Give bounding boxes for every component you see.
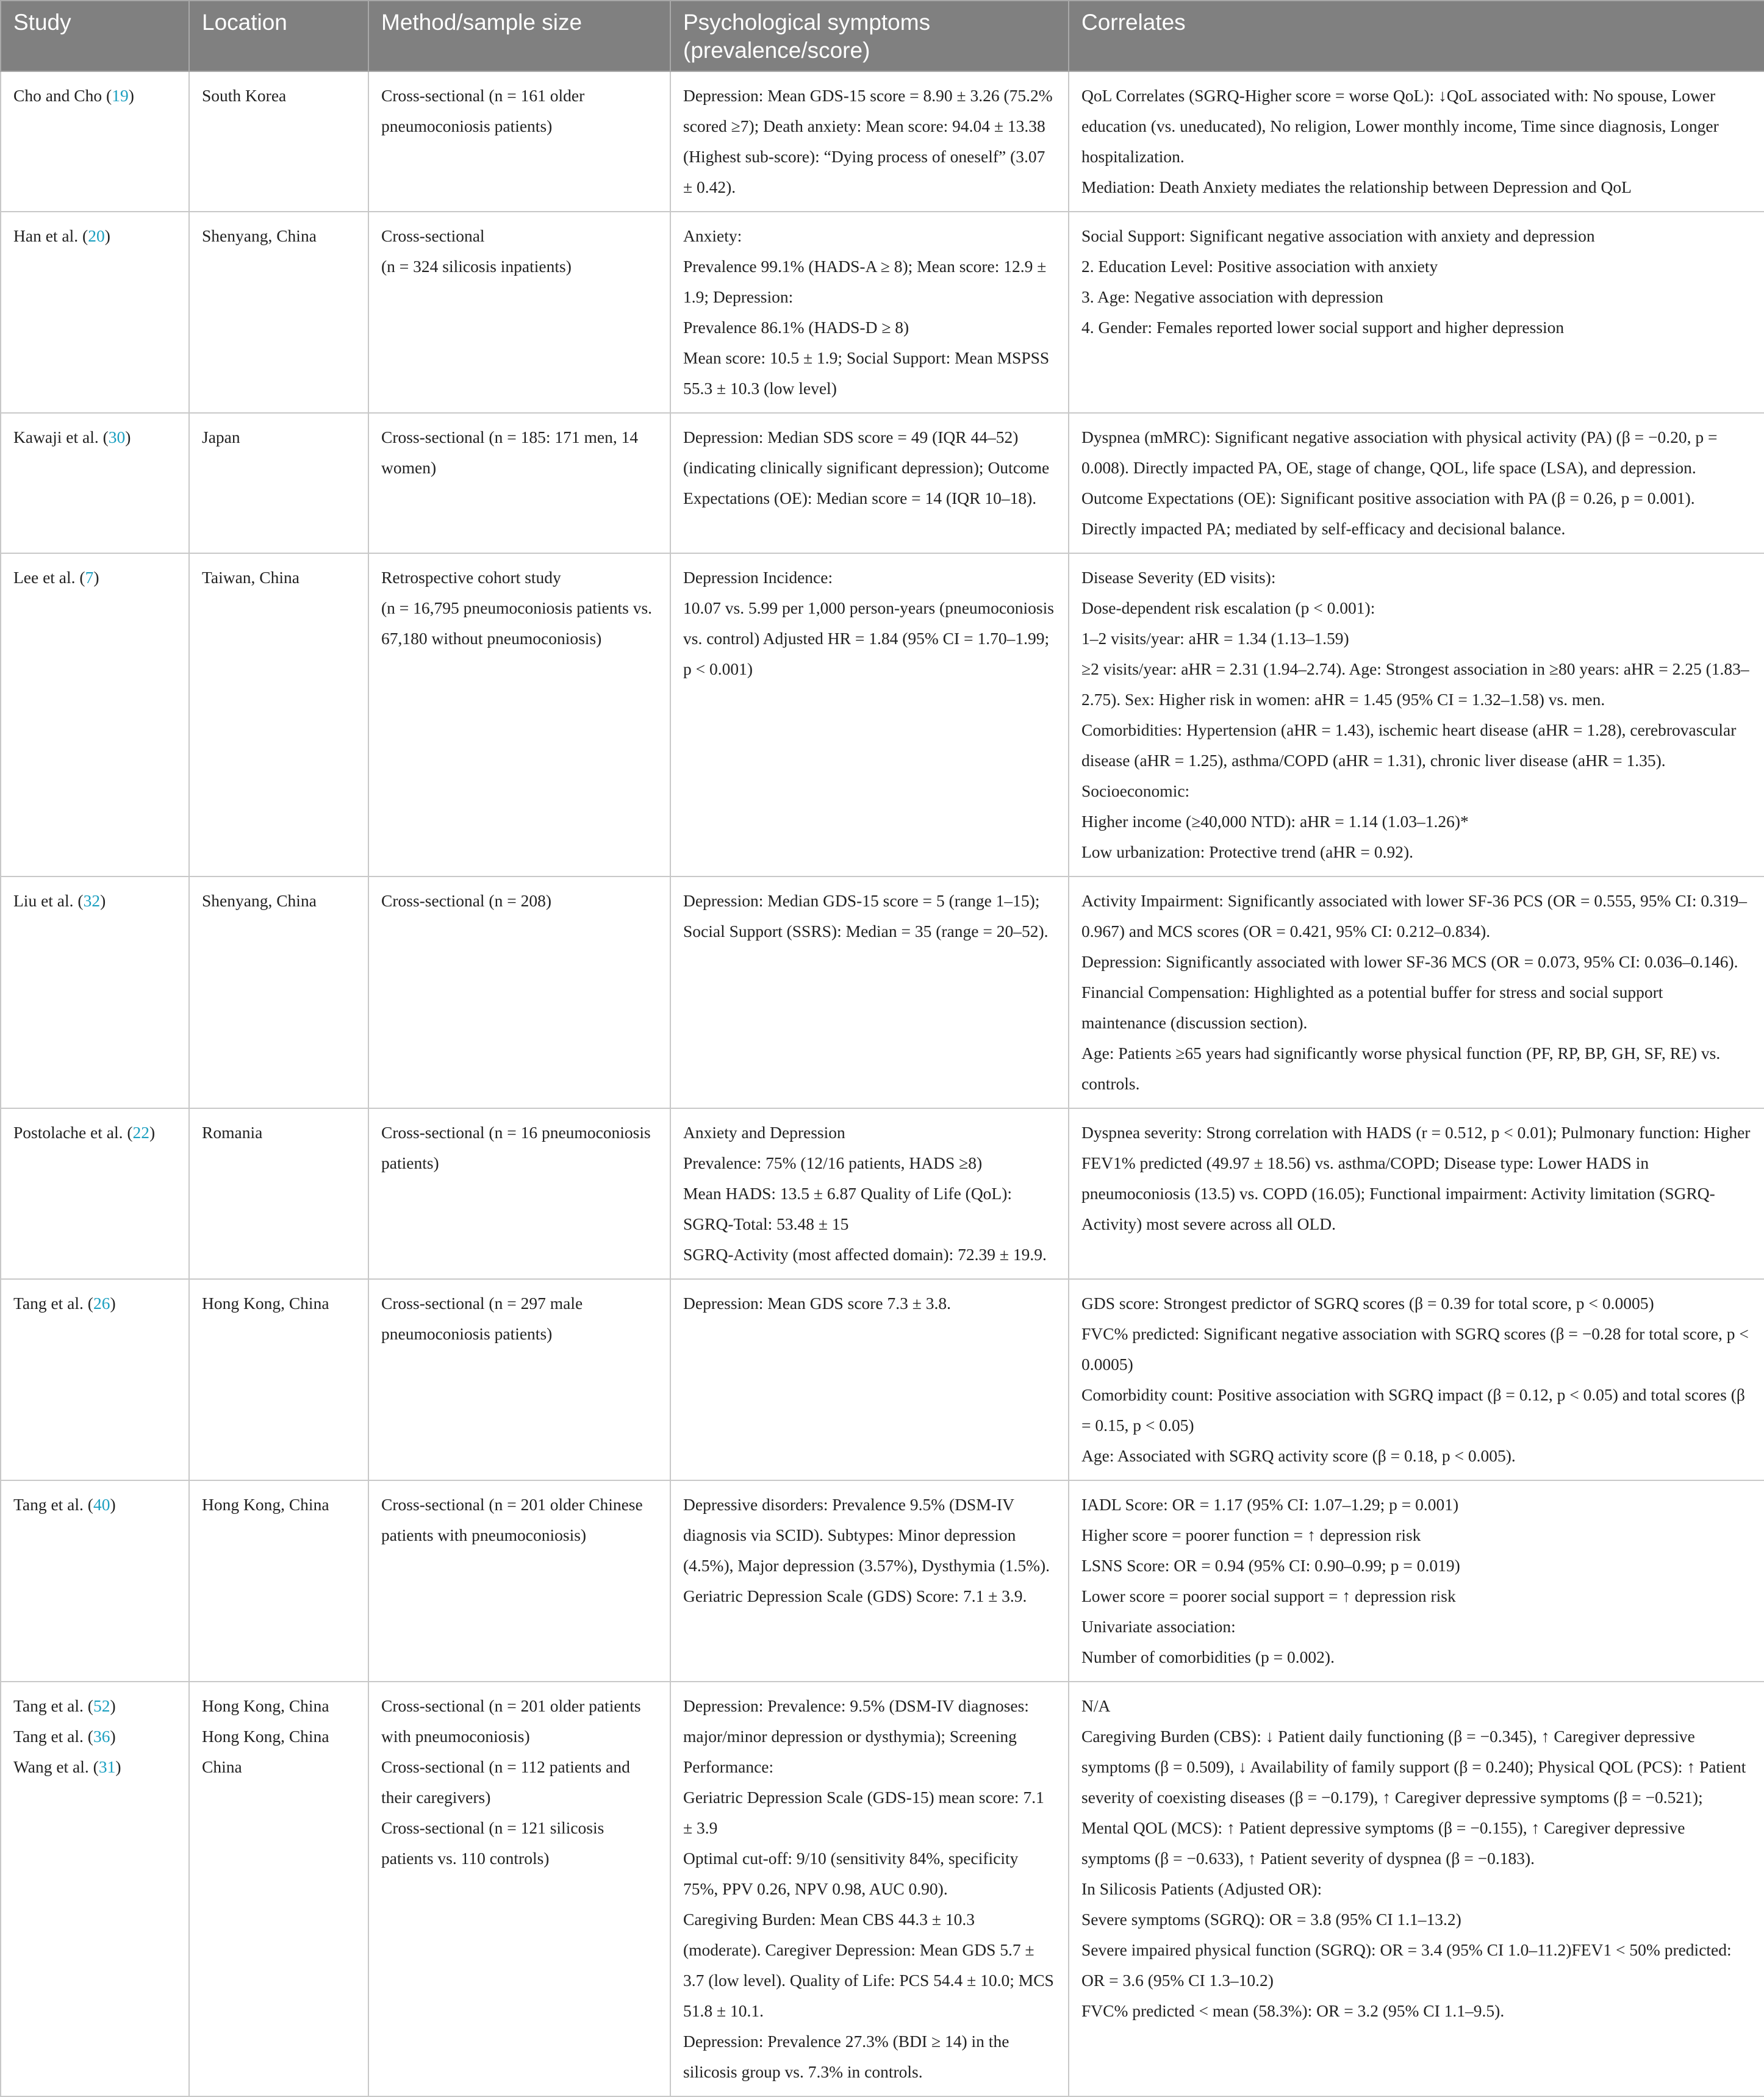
correlates-line: 2. Education Level: Positive association with anxiety xyxy=(1081,257,1438,276)
method-line: Retrospective cohort study xyxy=(381,568,561,587)
table-row xyxy=(1,212,1764,413)
location-line: Hong Kong, China xyxy=(202,1495,329,1514)
study-citation: Kawaji et al. (30) xyxy=(13,428,131,446)
method-line: Cross-sectional (n = 121 silicosis patients vs. 110 controls) xyxy=(381,1818,604,1868)
correlates-cell xyxy=(1069,553,1764,876)
table-row xyxy=(1,1108,1764,1279)
correlates-cell xyxy=(1069,1682,1764,2096)
study-name: Lee et al. xyxy=(13,568,76,587)
study-citation: Liu et al. (32) xyxy=(13,891,106,910)
correlates-cell xyxy=(1069,1279,1764,1480)
correlates-line: Low urbanization: Protective trend (aHR = 0.92). xyxy=(1081,842,1413,861)
symptoms-line: Mean HADS: 13.5 ± 6.87 Quality of Life (QoL): SGRQ-Total: 53.48 ± 15 xyxy=(683,1184,1013,1233)
table-header xyxy=(1,1,1764,71)
correlates-cell xyxy=(1069,1480,1764,1682)
study-name: Cho and Cho xyxy=(13,86,102,105)
study-name: Tang et al. xyxy=(13,1696,84,1715)
symptoms-line: Depression: Median GDS-15 score = 5 (range 1–15); Social Support (SSRS): Median = 35 (range = 20–52). xyxy=(683,891,1049,941)
reference-link[interactable]: 7 xyxy=(85,568,94,587)
correlates-line: Activity Impairment: Significantly associated with lower SF-36 PCS (OR = 0.555, 95% CI: 0.319–0.967) and MCS scores (OR = 0.421, 95% CI: 0.212–0.834). xyxy=(1081,891,1747,941)
correlates-line: Comorbidities: Hypertension (aHR = 1.43), ischemic heart disease (aHR = 1.28), cerebrovascular disease (aHR = 1.25), asthma/COPD (aHR = 1.31), chronic liver disease (aHR = 1.35). xyxy=(1081,720,1737,770)
study-name: Tang et al. xyxy=(13,1727,84,1746)
reference-link[interactable]: 19 xyxy=(112,86,129,105)
location-line: Romania xyxy=(202,1123,263,1142)
symptoms-cell xyxy=(670,876,1069,1108)
correlates-line: Financial Compensation: Highlighted as a potential buffer for stress and social support maintenance (discussion section). xyxy=(1081,983,1663,1032)
study-citation: Tang et al. (26) xyxy=(13,1294,116,1313)
table-row xyxy=(1,71,1764,212)
correlates-line: Higher score = poorer function = ↑ depression risk xyxy=(1081,1525,1421,1544)
study-citation: Tang et al. (52) xyxy=(13,1696,116,1715)
table-row xyxy=(1,1480,1764,1682)
symptoms-cell xyxy=(670,212,1069,413)
reference-link[interactable]: 32 xyxy=(83,891,101,910)
correlates-line: LSNS Score: OR = 0.94 (95% CI: 0.90–0.99; p = 0.019) xyxy=(1081,1556,1460,1575)
symptoms-cell xyxy=(670,1279,1069,1480)
correlates-line: ≥2 visits/year: aHR = 2.31 (1.94–2.74). Age: Strongest association in ≥80 years: aHR = 2.25 (1.83–2.75). Sex: Higher risk in women: aHR = 1.45 (95% CI = 1.32–1.58) vs. men. xyxy=(1081,659,1749,709)
symptoms-line: Depression Incidence: xyxy=(683,568,833,587)
symptoms-line: Optimal cut-off: 9/10 (sensitivity 84%, specificity 75%, PPV 0.26, NPV 0.98, AUC 0.90). xyxy=(683,1849,1019,1898)
symptoms-line: Prevalence: 75% (12/16 patients, HADS ≥8) xyxy=(683,1153,983,1172)
symptoms-line: Anxiety and Depression xyxy=(683,1123,845,1142)
method-cell xyxy=(368,413,670,553)
location-cell xyxy=(189,876,368,1108)
method-cell xyxy=(368,1480,670,1682)
study-name: Han et al. xyxy=(13,226,79,245)
method-line: Cross-sectional (n = 16 pneumoconiosis patients) xyxy=(381,1123,651,1172)
symptoms-line: Depression: Mean GDS score 7.3 ± 3.8. xyxy=(683,1294,951,1313)
study-cell xyxy=(1,1279,189,1480)
header-correlates: Correlates xyxy=(1069,1,1764,71)
reference-link[interactable]: 22 xyxy=(132,1123,150,1142)
symptoms-line: 10.07 vs. 5.99 per 1,000 person-years (pneumoconiosis vs. control) Adjusted HR = 1.84 (95% CI = 1.70–1.99; p < 0.001) xyxy=(683,598,1054,678)
table-row xyxy=(1,1279,1764,1480)
correlates-line: Socioeconomic: xyxy=(1081,781,1190,800)
study-citation: Tang et al. (40) xyxy=(13,1495,116,1514)
symptoms-line: Depression: Mean GDS-15 score = 8.90 ± 3.26 (75.2% scored ≥7); Death anxiety: Mean score: 94.04 ± 13.38 (Highest sub-score): “Dying process of oneself” (3.07 ± 0.42). xyxy=(683,86,1053,196)
correlates-line: Univariate association: xyxy=(1081,1617,1236,1636)
table-row xyxy=(1,876,1764,1108)
correlates-line: IADL Score: OR = 1.17 (95% CI: 1.07–1.29; p = 0.001) xyxy=(1081,1495,1459,1514)
correlates-line: GDS score: Strongest predictor of SGRQ scores (β = 0.39 for total score, p < 0.0005) xyxy=(1081,1294,1654,1313)
location-line: Shenyang, China xyxy=(202,226,317,245)
study-cell xyxy=(1,1108,189,1279)
correlates-line: Disease Severity (ED visits): xyxy=(1081,568,1276,587)
study-citation: Lee et al. (7) xyxy=(13,568,99,587)
symptoms-line: SGRQ-Activity (most affected domain): 72.39 ± 19.9. xyxy=(683,1245,1047,1264)
study-citation: Postolache et al. (22) xyxy=(13,1123,156,1142)
table-row xyxy=(1,553,1764,876)
correlates-line: Mediation: Death Anxiety mediates the relationship between Depression and QoL xyxy=(1081,177,1632,196)
correlates-line: Lower score = poorer social support = ↑ depression risk xyxy=(1081,1586,1456,1605)
method-line: Cross-sectional (n = 161 older pneumoconiosis patients) xyxy=(381,86,585,135)
method-cell xyxy=(368,1682,670,2096)
location-line: Japan xyxy=(202,428,240,446)
correlates-line: Severe impaired physical function (SGRQ): OR = 3.4 (95% CI 1.0–11.2)FEV1 < 50% predicted: OR = 3.6 (95% CI 1.3–10.2) xyxy=(1081,1940,1732,1990)
method-line: Cross-sectional (n = 185: 171 men, 14 women) xyxy=(381,428,639,477)
study-name: Liu et al. xyxy=(13,891,74,910)
correlates-line: Dyspnea (mMRC): Significant negative association with physical activity (PA) (β = −0.20, p = 0.008). Directly impacted PA, OE, stage of change, QOL, life space (LSA), and depression. xyxy=(1081,428,1718,477)
correlates-line: Depression: Significantly associated with lower SF-36 MCS (OR = 0.073, 95% CI: 0.036–0.146). xyxy=(1081,952,1738,971)
location-line: Hong Kong, China xyxy=(202,1294,329,1313)
correlates-line: Age: Patients ≥65 years had significantly worse physical function (PF, RP, BP, GH, SF, RE) vs. controls. xyxy=(1081,1044,1721,1093)
symptoms-line: Mean score: 10.5 ± 1.9; Social Support: Mean MSPSS 55.3 ± 10.3 (low level) xyxy=(683,348,1050,398)
correlates-line: Social Support: Significant negative association with anxiety and depression xyxy=(1081,226,1595,245)
method-line: Cross-sectional (n = 112 patients and their caregivers) xyxy=(381,1757,630,1807)
study-cell xyxy=(1,212,189,413)
correlates-line: QoL Correlates (SGRQ-Higher score = worse QoL): ↓QoL associated with: No spouse, Lower education (vs. uneducated), No religion, Lower monthly income, Time since diagnosis, Longer hospitalization. xyxy=(1081,86,1719,166)
correlates-line: Comorbidity count: Positive association with SGRQ impact (β = 0.12, p < 0.05) and total scores (β = 0.15, p < 0.05) xyxy=(1081,1385,1745,1435)
symptoms-cell xyxy=(670,1108,1069,1279)
method-cell xyxy=(368,212,670,413)
reference-link[interactable]: 26 xyxy=(93,1294,110,1313)
method-line: (n = 16,795 pneumoconiosis patients vs. 67,180 without pneumoconiosis) xyxy=(381,598,653,648)
location-cell xyxy=(189,553,368,876)
symptoms-line: Depressive disorders: Prevalence 9.5% (DSM-IV diagnosis via SCID). Subtypes: Minor depression (4.5%), Major depression (3.57%), Dysthymia (1.5%). xyxy=(683,1495,1050,1575)
method-cell xyxy=(368,876,670,1108)
location-cell xyxy=(189,1682,368,2096)
location-line: China xyxy=(202,1757,242,1776)
location-line: Hong Kong, China xyxy=(202,1696,329,1715)
header-location: Location xyxy=(189,1,368,71)
location-cell xyxy=(189,212,368,413)
correlates-cell xyxy=(1069,413,1764,553)
symptoms-line: Prevalence 99.1% (HADS-A ≥ 8); Mean score: 12.9 ± 1.9; Depression: xyxy=(683,257,1047,306)
study-citation: Tang et al. (36) xyxy=(13,1727,116,1746)
reference-link[interactable]: 30 xyxy=(108,428,126,446)
symptoms-line: Depression: Median SDS score = 49 (IQR 44–52) (indicating clinically significant depression); Outcome Expectations (OE): Median score = 14 (IQR 10–18). xyxy=(683,428,1050,507)
correlates-line: Dose-dependent risk escalation (p < 0.001): xyxy=(1081,598,1375,617)
location-line: Shenyang, China xyxy=(202,891,317,910)
symptoms-line: Depression: Prevalence 27.3% (BDI ≥ 14) in the silicosis group vs. 7.3% in controls. xyxy=(683,2032,1009,2081)
study-citation: Wang et al. (31) xyxy=(13,1757,121,1776)
correlates-line: N/A xyxy=(1081,1696,1111,1715)
symptoms-cell xyxy=(670,71,1069,212)
study-cell xyxy=(1,71,189,212)
table-row xyxy=(1,1682,1764,2096)
study-citation: Cho and Cho (19) xyxy=(13,86,134,105)
method-line: Cross-sectional (n = 208) xyxy=(381,891,552,910)
method-line: (n = 324 silicosis inpatients) xyxy=(381,257,572,276)
table-body xyxy=(1,71,1764,2096)
study-cell xyxy=(1,876,189,1108)
correlates-line: 1–2 visits/year: aHR = 1.34 (1.13–1.59) xyxy=(1081,629,1349,648)
correlates-line: In Silicosis Patients (Adjusted OR): xyxy=(1081,1879,1322,1898)
symptoms-cell xyxy=(670,413,1069,553)
method-line: Cross-sectional (n = 297 male pneumoconiosis patients) xyxy=(381,1294,583,1343)
study-cell xyxy=(1,553,189,876)
study-name: Wang et al. xyxy=(13,1757,89,1776)
study-name: Kawaji et al. xyxy=(13,428,99,446)
table-row xyxy=(1,413,1764,553)
symptoms-line: Anxiety: xyxy=(683,226,742,245)
correlates-line: Dyspnea severity: Strong correlation with HADS (r = 0.512, p < 0.01); Pulmonary function: Higher FEV1% predicted (49.97 ± 18.56) vs. asthma/COPD; Disease type: Lower HADS in pneumoconiosis (13.5) vs. COPD (16.05); Functional impairment: Activity limitation (SGRQ-Activity) most severe across all OLD. xyxy=(1081,1123,1751,1233)
study-name: Tang et al. xyxy=(13,1495,84,1514)
symptoms-line: Geriatric Depression Scale (GDS) Score: 7.1 ± 3.9. xyxy=(683,1586,1027,1605)
reference-link[interactable]: 20 xyxy=(88,226,105,245)
symptoms-line: Geriatric Depression Scale (GDS-15) mean score: 7.1 ± 3.9 xyxy=(683,1788,1044,1837)
method-line: Cross-sectional (n = 201 older patients with pneumoconiosis) xyxy=(381,1696,641,1746)
reference-link[interactable]: 40 xyxy=(93,1495,110,1514)
location-line: Taiwan, China xyxy=(202,568,299,587)
header-method: Method/sample size xyxy=(368,1,670,71)
symptoms-line: Prevalence 86.1% (HADS-D ≥ 8) xyxy=(683,318,909,337)
study-cell xyxy=(1,1682,189,2096)
correlates-line: FVC% predicted < mean (58.3%): OR = 3.2 (95% CI 1.1–9.5). xyxy=(1081,2001,1505,2020)
header-symptoms: Psychological symptoms (prevalence/score) xyxy=(670,1,1069,71)
correlates-line: FVC% predicted: Significant negative association with SGRQ scores (β = −0.28 for total score, p < 0.0005) xyxy=(1081,1324,1749,1374)
correlates-cell xyxy=(1069,876,1764,1108)
method-cell xyxy=(368,1279,670,1480)
location-cell xyxy=(189,71,368,212)
study-cell xyxy=(1,413,189,553)
symptoms-cell xyxy=(670,553,1069,876)
correlates-cell xyxy=(1069,212,1764,413)
location-line: South Korea xyxy=(202,86,287,105)
location-line: Hong Kong, China xyxy=(202,1727,329,1746)
method-cell xyxy=(368,553,670,876)
location-cell xyxy=(189,1480,368,1682)
correlates-line: Higher income (≥40,000 NTD): aHR = 1.14 (1.03–1.26)* xyxy=(1081,812,1469,831)
reference-link[interactable]: 52 xyxy=(93,1696,110,1715)
correlates-line: Caregiving Burden (CBS): ↓ Patient daily functioning (β = −0.345), ↑ Caregiver depressive symptoms (β = 0.509), ↓ Availability of family support (β = 0.240); Physical QOL (PCS): ↑ Patient severity of coexisting diseases (β = −0.179), ↑ Caregiver depressive symptoms (β = −0.521); Mental QOL (MCS): ↑ Patient depressive symptoms (β = −0.155), ↑ Caregiver depressive symptoms (β = −0.633), ↑ Patient severity of dyspnea (β = −0.183). xyxy=(1081,1727,1746,1868)
correlates-cell xyxy=(1069,1108,1764,1279)
method-cell xyxy=(368,1108,670,1279)
correlates-line: Number of comorbidities (p = 0.002). xyxy=(1081,1647,1335,1666)
method-line: Cross-sectional xyxy=(381,226,485,245)
location-cell xyxy=(189,1108,368,1279)
reference-link[interactable]: 36 xyxy=(93,1727,110,1746)
location-cell xyxy=(189,413,368,553)
study-name: Tang et al. xyxy=(13,1294,84,1313)
study-name: Postolache et al. xyxy=(13,1123,123,1142)
symptoms-cell xyxy=(670,1480,1069,1682)
correlates-line: 3. Age: Negative association with depression xyxy=(1081,287,1383,306)
study-citation: Han et al. (20) xyxy=(13,226,110,245)
correlates-line: Outcome Expectations (OE): Significant positive association with PA (β = 0.26, p = 0.001). Directly impacted PA; mediated by self-efficacy and decisional balance. xyxy=(1081,489,1695,538)
header-study: Study xyxy=(1,1,189,71)
symptoms-cell xyxy=(670,1682,1069,2096)
method-cell xyxy=(368,71,670,212)
correlates-cell xyxy=(1069,71,1764,212)
correlates-line: 4. Gender: Females reported lower social support and higher depression xyxy=(1081,318,1565,337)
symptoms-line: Caregiving Burden: Mean CBS 44.3 ± 10.3 (moderate). Caregiver Depression: Mean GDS 5.7 ± 3.7 (low level). Quality of Life: PCS 54.4 ± 10.0; MCS 51.8 ± 10.1. xyxy=(683,1910,1054,2020)
study-cell xyxy=(1,1480,189,1682)
location-cell xyxy=(189,1279,368,1480)
method-line: Cross-sectional (n = 201 older Chinese patients with pneumoconiosis) xyxy=(381,1495,643,1544)
correlates-line: Age: Associated with SGRQ activity score (β = 0.18, p < 0.005). xyxy=(1081,1446,1516,1465)
correlates-line: Severe symptoms (SGRQ): OR = 3.8 (95% CI 1.1–13.2) xyxy=(1081,1910,1461,1929)
symptoms-line: Depression: Prevalence: 9.5% (DSM-IV diagnoses: major/minor depression or dysthymia); Screening Performance: xyxy=(683,1696,1029,1776)
reference-link[interactable]: 31 xyxy=(98,1757,116,1776)
